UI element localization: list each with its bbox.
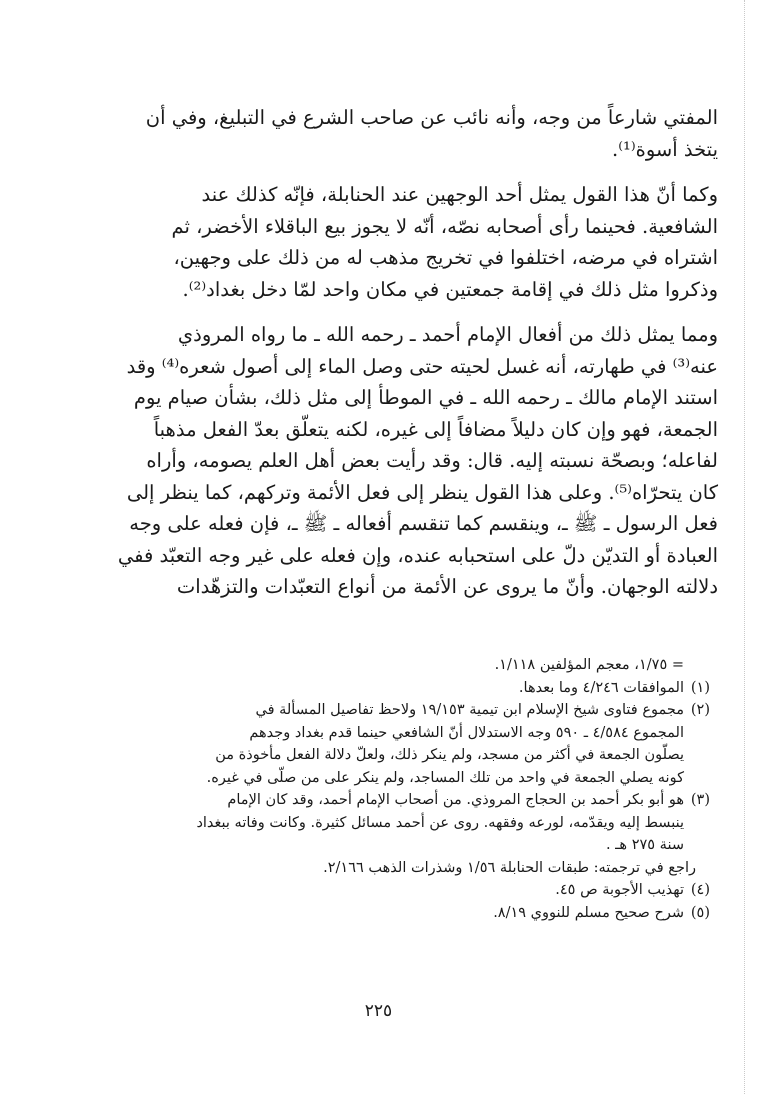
footnote-line: = ١/٧٥، معجم المؤلفين ١/١١٨. [494, 657, 684, 673]
main-text [84, 102, 718, 617]
page-number: ٢٢٥ [364, 1001, 393, 1021]
footnote-continuation [74, 654, 710, 677]
text-line: يتخذ أسوة⁽¹⁾. [612, 137, 718, 161]
footnote-line: هو أبو بكر أحمد بن الحجاج المروذي. من أصحاب الإمام أحمد، وقد كان الإمام [227, 792, 684, 808]
footnote-2 [74, 699, 710, 789]
footnote-line: تهذيب الأجوبة ص ٤٥. [555, 882, 684, 898]
text-line: فعل الرسول ـ ﷺ ـ، وينقسم كما تنقسم أفعاله ـ ﷺ ـ، فإن فعله على وجه [129, 512, 718, 535]
text-line: الجمعة، فهو وإن كان دليلاً مضافاً إلى غيره، لكنه يتعلّق بعدّ الفعل مذهباً [153, 417, 718, 441]
footnote-number: (٥) [690, 904, 710, 921]
text-line: وذكروا مثل ذلك في إقامة جمعتين في مكان واحد لمّا دخل بغداد⁽²⁾. [182, 277, 718, 301]
text-line: المفتي شارعاً من وجه، وأنه نائب عن صاحب الشرع في التبليغ، وفي أن [145, 106, 718, 129]
footnote-line: مجموع فتاوى شيخ الإسلام ابن تيمية ١٩/١٥٣ ولاحظ تفاصيل المسألة في [255, 702, 684, 718]
footnote-4 [74, 879, 710, 902]
text-line: عنه⁽³⁾ في طهارته، أنه غسل لحيته حتى وصل الماء إلى أصول شعره⁽⁴⁾ وقد [126, 354, 718, 378]
paragraph-3 [84, 319, 718, 603]
footnote-number: (٣) [690, 792, 710, 808]
footnote-line: كونه يصلي الجمعة في واحد من تلك المساجد، ولم ينكر على من صلّى في غيره. [206, 769, 684, 786]
text-line: ومما يمثل ذلك من أفعال الإمام أحمد ـ رحمه الله ـ ما رواه المروذي [177, 323, 718, 346]
page-edge-dotted-line [744, 0, 746, 1094]
text-line: وكما أنّ هذا القول يمثل أحد الوجهين عند الحنابلة، فإنّه كذلك عند [201, 183, 718, 206]
text-line: اشتراه في مرضه، اختلفوا في تخريج مذهب له من ذلك على وجهين، [173, 246, 718, 269]
text-line: استند الإمام مالك ـ رحمه الله ـ في الموطأ إلى مثل ذلك، بشأن صيام يوم [133, 386, 718, 409]
footnote-line: يصلّون الجمعة في أكثر من مسجد، ولم ينكر ذلك، ولعلّ دلالة الفعل مأخوذة من [215, 747, 684, 763]
text-line: العبادة أو التديّن دلّ على استحبابه عنده، وإن فعله على غير وجه التعبّد ففي [117, 543, 718, 567]
paragraph-1 [84, 102, 718, 165]
footnote-number: (٤) [690, 882, 710, 898]
footnote-line: المجموع ٤/٥٨٤ ـ ٥٩٠ وجه الاستدلال أنّ الشافعي حينما قدم بغداد وجدهم [249, 724, 684, 741]
text-line: الشافعية. فحينما رأى أصحابه نصّه، أنّه لا يجوز بيع الباقلاء الأخضر، ثم [171, 214, 718, 238]
footnote-line: شرح صحيح مسلم للنووي ٨/١٩. [493, 904, 684, 921]
footnotes [74, 654, 710, 924]
footnote-line: الموافقات ٤/٢٤٦ وما بعدها. [518, 679, 684, 696]
footnote-5 [74, 902, 710, 925]
footnote-3 [74, 789, 710, 879]
text-line: كان يتحرّاه⁽⁵⁾. وعلى هذا القول ينظر إلى فعل الأئمة وتركهم، كما ينظر إلى [126, 480, 718, 504]
footnote-number: (١) [690, 679, 710, 696]
footnote-reference: راجع في ترجمته: طبقات الحنابلة ١/٥٦ وشذرات الذهب ٢/١٦٦. [323, 859, 696, 876]
footnote-line: ينبسط إليه ويقدّمه، لورعه وفقهه. روى عن أحمد مسائل كثيرة. وكانت وفاته ببغداد [196, 814, 684, 831]
text-line: دلالته الوجهان. وأنّ ما يروى عن الأئمة من أنواع التعبّدات والتزهّدات [176, 575, 718, 598]
footnote-1 [74, 677, 710, 700]
text-line: لفاعله؛ وبصحّة نسبته إليه. قال: وقد رأيت بعض أهل العلم يصومه، وأراه [146, 449, 718, 472]
paragraph-2 [84, 179, 718, 305]
footnote-line: سنة ٢٧٥ هـ . [605, 837, 684, 853]
footnote-number: (٢) [690, 702, 710, 718]
